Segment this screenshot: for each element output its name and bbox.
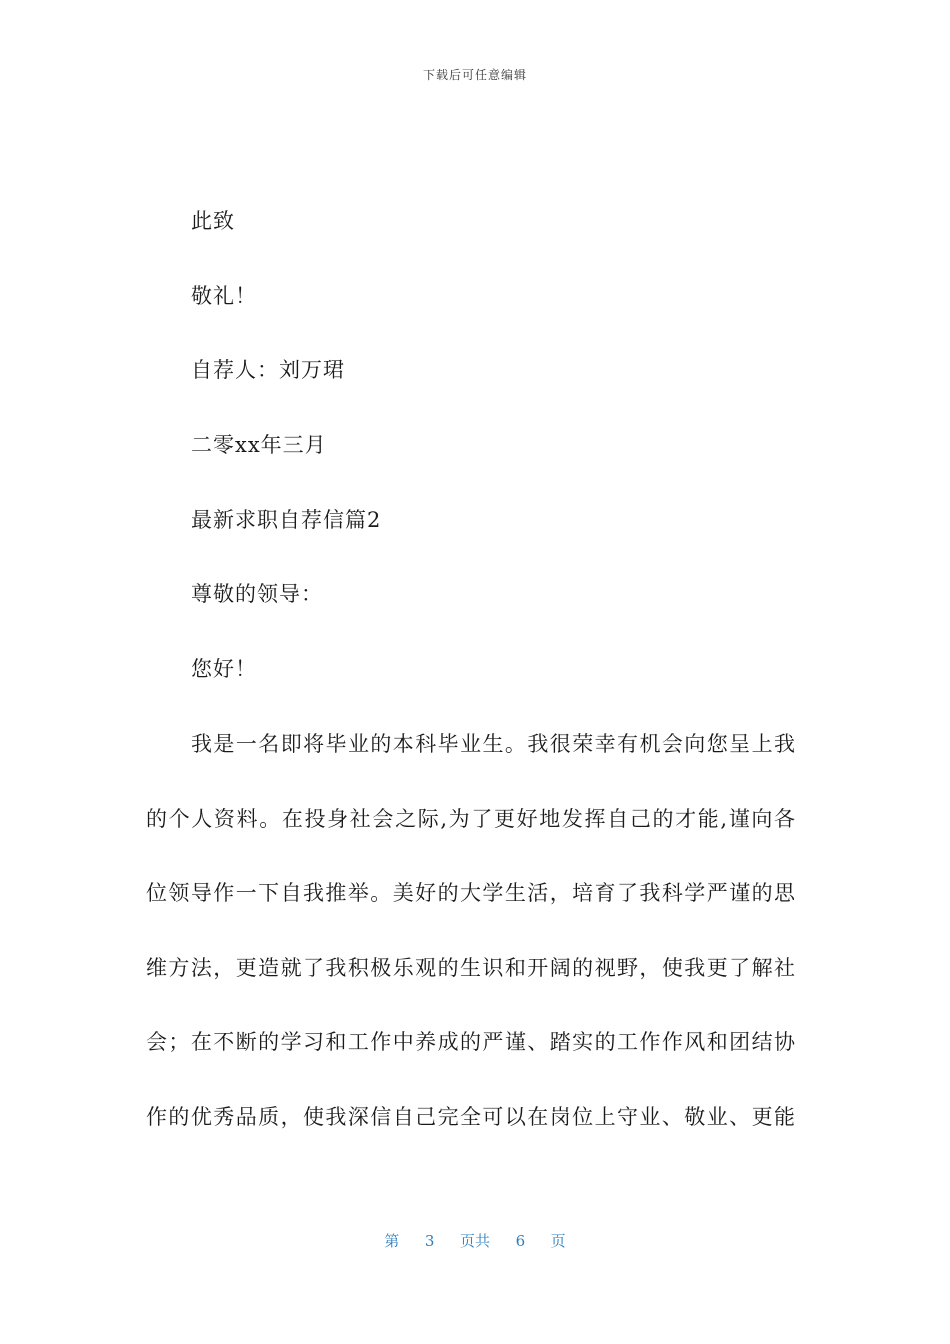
greeting-line: 您好！ bbox=[191, 657, 257, 681]
closing-line-1: 此致 bbox=[191, 209, 235, 233]
page-number-footer bbox=[0, 1230, 950, 1251]
current-page-number: 3 bbox=[424, 1232, 435, 1250]
signature-line: 自荐人：刘万珺 bbox=[191, 358, 345, 382]
paragraph-line: 维方法，更造就了我积极乐观的生识和开阔的视野，使我更了解社 bbox=[146, 955, 796, 980]
page-suffix: 页 bbox=[550, 1232, 566, 1250]
salutation-line: 尊敬的领导： bbox=[191, 582, 323, 606]
total-pages-number: 6 bbox=[515, 1232, 526, 1250]
page-mid-text: 页共 bbox=[459, 1232, 490, 1250]
paragraph-line: 我是一名即将毕业的本科毕业生。我很荣幸有机会向您呈上我 bbox=[191, 732, 796, 756]
paragraph-line: 的个人资料。在投身社会之际,为了更好地发挥自己的才能,谨向各 bbox=[146, 806, 796, 831]
paragraph-line: 作的优秀品质，使我深信自己完全可以在岗位上守业、敬业、更能 bbox=[146, 1104, 796, 1129]
date-line: 二零xx年三月 bbox=[191, 433, 327, 457]
section-title: 最新求职自荐信篇2 bbox=[191, 508, 382, 532]
paragraph-line: 位领导作一下自我推举。美好的大学生活，培育了我科学严谨的思 bbox=[146, 881, 796, 906]
page-prefix: 第 bbox=[384, 1232, 400, 1250]
closing-line-2: 敬礼！ bbox=[191, 284, 257, 308]
body-paragraph bbox=[146, 730, 796, 1178]
page-header-note: 下载后可任意编辑 bbox=[422, 68, 527, 82]
paragraph-line: 会；在不断的学习和工作中养成的严谨、踏实的工作作风和团结协 bbox=[146, 1030, 796, 1055]
